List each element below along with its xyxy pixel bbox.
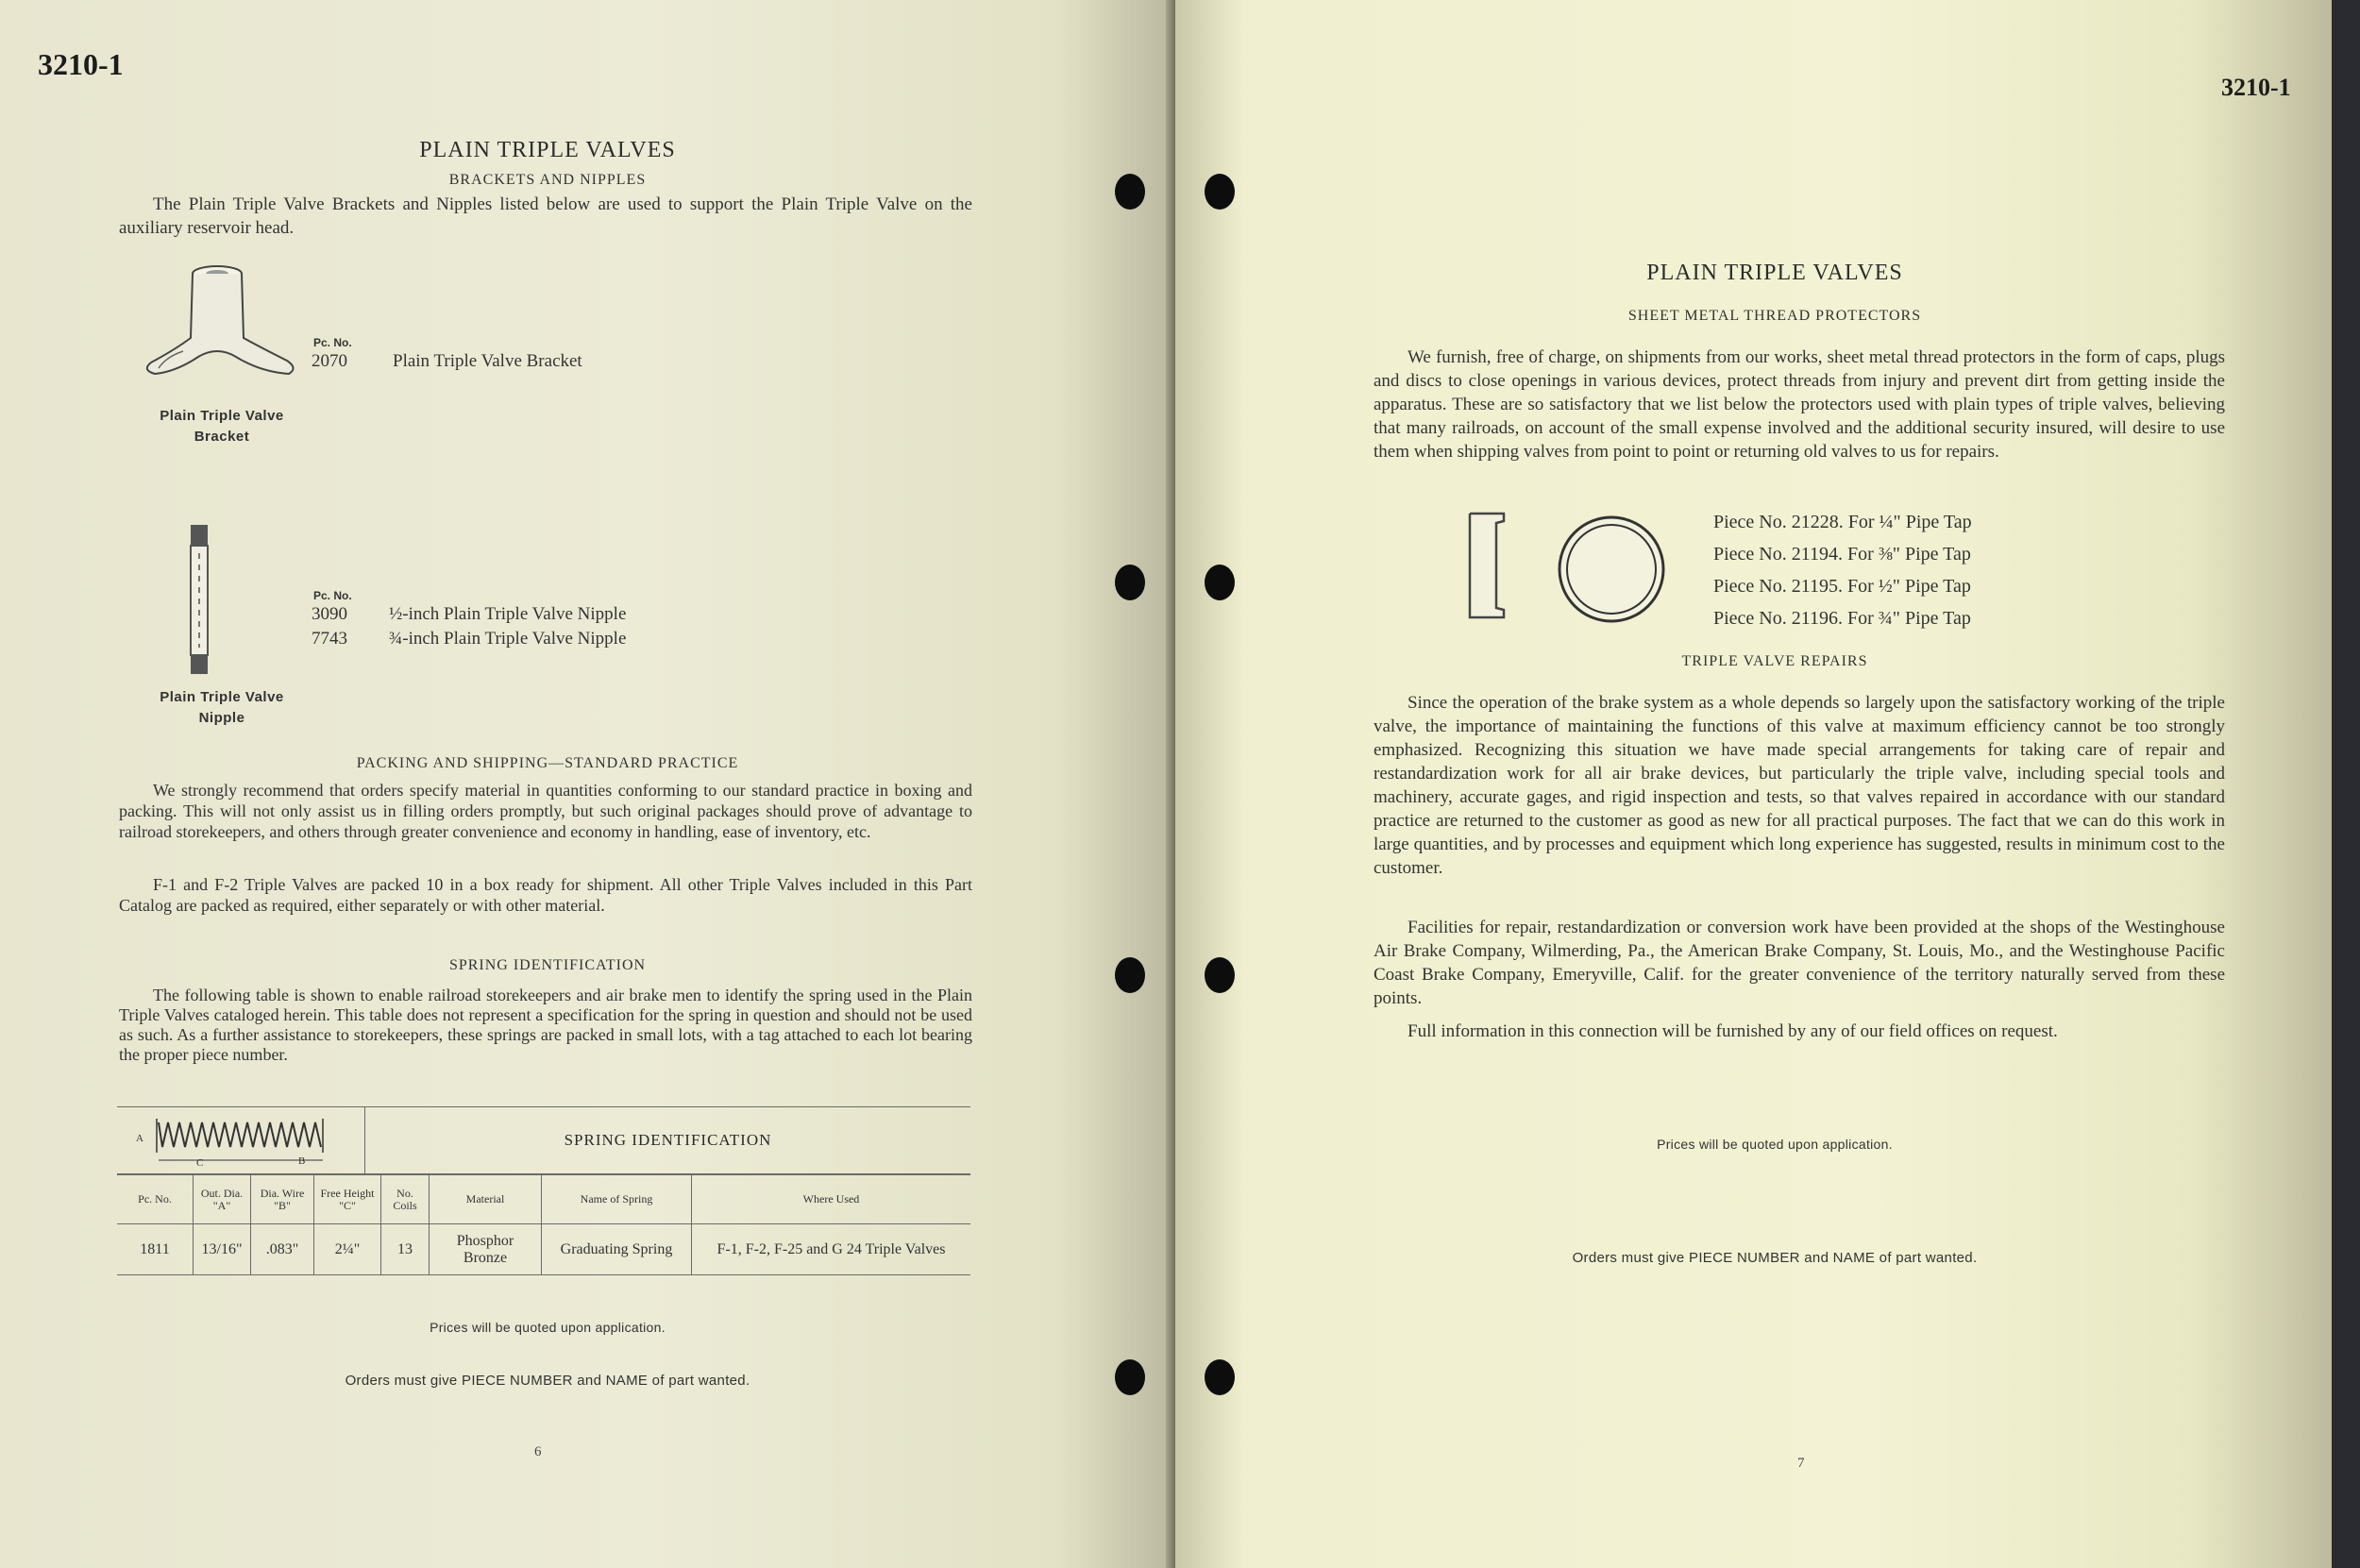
right-folio: 3210-1 [2221, 74, 2291, 101]
repairs-heading: TRIPLE VALVE REPAIRS [1681, 653, 1868, 669]
spring-table [117, 1106, 970, 1275]
protector-piece-item: Piece No. 21196. For ¾" Pipe Tap [1713, 608, 1971, 629]
spring-coil-icon [130, 1109, 357, 1172]
punch-hole [1115, 957, 1145, 993]
protector-disc-illustration [1556, 514, 1667, 625]
col-material: Material [430, 1175, 542, 1224]
packing-heading: PACKING AND SHIPPING—STANDARD PRACTICE [356, 755, 739, 771]
bracket-illustration [138, 262, 298, 395]
right-prices-note: Prices will be quoted upon application. [1657, 1137, 1893, 1152]
svg-text:A: A [136, 1133, 143, 1144]
cell-out-dia: 13/16" [194, 1224, 251, 1275]
col-pc-no: Pc. No. [117, 1175, 194, 1224]
nipple-caption-line2: Nipple [198, 710, 245, 726]
spring-diagram [117, 1107, 365, 1173]
cell-material: Phosphor Bronze [430, 1224, 542, 1275]
protector-piece-item: Piece No. 21228. For ¼" Pipe Tap [1713, 512, 1972, 532]
bracket-caption-line1: Plain Triple Valve [160, 408, 284, 424]
spring-data-table [117, 1174, 970, 1275]
right-orders-note: Orders must give PIECE NUMBER and NAME of part wanted. [1572, 1250, 1978, 1266]
protector-piece-list [1713, 506, 1972, 634]
col-where-used: Where Used [692, 1175, 971, 1224]
left-orders-note: Orders must give PIECE NUMBER and NAME of part wanted. [345, 1373, 750, 1389]
repairs-paragraph-3: Full information in this connection will be furnished by any of our field offices on request. [1408, 1021, 2058, 1041]
left-page-number: 6 [534, 1444, 542, 1459]
right-title: PLAIN TRIPLE VALVES [1646, 261, 1903, 285]
punch-hole [1115, 1359, 1145, 1395]
nipple-item-desc-2: ¾-inch Plain Triple Valve Nipple [389, 629, 627, 649]
right-intro: We furnish, free of charge, on shipments from our works, sheet metal thread protectors in the form of caps, plugs and discs to close openings in various devices, protect threads from injury and prevent dirt from getting inside the apparatus. These are so satisfactory that we list below the protectors used with plain types of triple valves, believing that many railroads, on account of the small expense involved and the additional security insured, will desire to use them when shipping valves from point to point or returning old valves to us for repairs. [1374, 347, 2225, 462]
bracket-item-desc: Plain Triple Valve Bracket [393, 351, 582, 371]
left-folio: 3210-1 [38, 47, 124, 81]
cell-name-of-spring: Graduating Spring [542, 1224, 692, 1275]
nipple-item-desc-1: ½-inch Plain Triple Valve Nipple [389, 604, 627, 624]
packing-paragraph-1: We strongly recommend that orders specify material in quantities conforming to our standard practice in boxing and packing. This will not only assist us in filling orders promptly, but such original packages should prove of advantage to railroad storekeepers, and others through greater convenience and economy in handling, ease of inventory, etc. [119, 781, 972, 841]
punch-hole [1205, 1359, 1235, 1395]
repairs-paragraph-1: Since the operation of the brake system as a whole depends so largely upon the satisfactory working of the triple valve, the importance of maintaining the functions of this valve at maximum efficiency cannot be too strongly emphasized. Recognizing this situation we have made special arrangements for taking care of repair and restandardization work for all air brake devices, but particularly the triple valve, including special tools and machinery, accurate gages, and rigid inspection and tests, so that valves repaired in accordance with our standard practice are returned to the customer as good as new for all practical purposes. The fact that we can do this work in large quantities, and by processes and equipment which long experience has suggested, results in minimum cost to the customer. [1374, 693, 2225, 878]
spring-paragraph: The following table is shown to enable railroad storekeepers and air brake men to identify the spring used in the Plain Triple Valves cataloged herein. This table does not represent a specification for the spring in question and should not be used as such. As a further assistance to storekeepers, these springs are packed in small lots, with a tag attached to each lot bearing the proper piece number. [119, 986, 972, 1064]
bracket-item-no: 2070 [312, 351, 347, 371]
right-subtitle: SHEET METAL THREAD PROTECTORS [1627, 308, 1922, 324]
left-title: PLAIN TRIPLE VALVES [419, 138, 676, 162]
left-subtitle: BRACKETS AND NIPPLES [448, 172, 647, 188]
right-page-number: 7 [1797, 1456, 1805, 1471]
bracket-caption-line2: Bracket [194, 429, 250, 445]
bracket-pcno-label: Pc. No. [313, 336, 352, 349]
nipple-caption-line1: Plain Triple Valve [160, 689, 284, 705]
nipple-item-no-2: 7743 [312, 629, 347, 649]
col-no-coils: No. Coils [381, 1175, 430, 1224]
spring-table-header-row [117, 1175, 970, 1224]
punch-hole [1205, 565, 1235, 600]
protector-piece-item: Piece No. 21195. For ½" Pipe Tap [1713, 576, 1971, 597]
protector-cap-illustration [1458, 510, 1515, 623]
cell-where-used: F-1, F-2, F-25 and G 24 Triple Valves [692, 1224, 971, 1275]
repairs-paragraph-2: Facilities for repair, restandardization or conversion work have been provided at the shops of the Westinghouse Air Brake Company, Wilmerding, Pa., the American Brake Company, St. Louis, Mo., and the Westinghouse Pacific Coast Brake Company, Emeryville, Calif. for the greater convenience of the territory naturally served from these points. [1374, 918, 2225, 1008]
nipple-item-no-1: 3090 [312, 604, 347, 624]
left-page [0, 0, 1175, 1568]
nipple-caption [104, 687, 340, 729]
svg-text:C: C [196, 1157, 204, 1169]
spring-table-title-row [117, 1106, 970, 1174]
cell-dia-wire: .083" [251, 1224, 314, 1275]
nipple-pcno-label: Pc. No. [313, 589, 352, 602]
svg-text:B: B [298, 1155, 306, 1167]
col-out-dia: Out. Dia. "A" [194, 1175, 251, 1224]
col-name-of-spring: Name of Spring [542, 1175, 692, 1224]
nipple-illustration [185, 525, 213, 676]
left-prices-note: Prices will be quoted upon application. [430, 1320, 666, 1335]
spring-table-title: SPRING IDENTIFICATION [564, 1131, 772, 1149]
bracket-caption [104, 406, 340, 447]
punch-hole [1205, 174, 1235, 210]
cell-free-height: 2¼" [314, 1224, 381, 1275]
cell-no-coils: 13 [381, 1224, 430, 1275]
col-dia-wire: Dia. Wire "B" [251, 1175, 314, 1224]
spring-heading: SPRING IDENTIFICATION [448, 957, 647, 973]
left-intro: The Plain Triple Valve Brackets and Nipples listed below are used to support the Plain Triple Valve on the auxiliary reservoir head. [119, 194, 972, 238]
packing-paragraph-2: F-1 and F-2 Triple Valves are packed 10 in a box ready for shipment. All other Triple Valves included in this Part Catalog are packed as required, either separately or with other material. [119, 875, 972, 915]
protector-piece-item: Piece No. 21194. For ⅜" Pipe Tap [1713, 544, 1971, 565]
punch-hole [1205, 957, 1235, 993]
punch-hole [1115, 174, 1145, 210]
right-page [1175, 0, 2332, 1568]
cell-pc-no: 1811 [117, 1224, 194, 1275]
col-free-height: Free Height "C" [314, 1175, 381, 1224]
spring-table-row [117, 1224, 970, 1275]
punch-hole [1115, 565, 1145, 600]
